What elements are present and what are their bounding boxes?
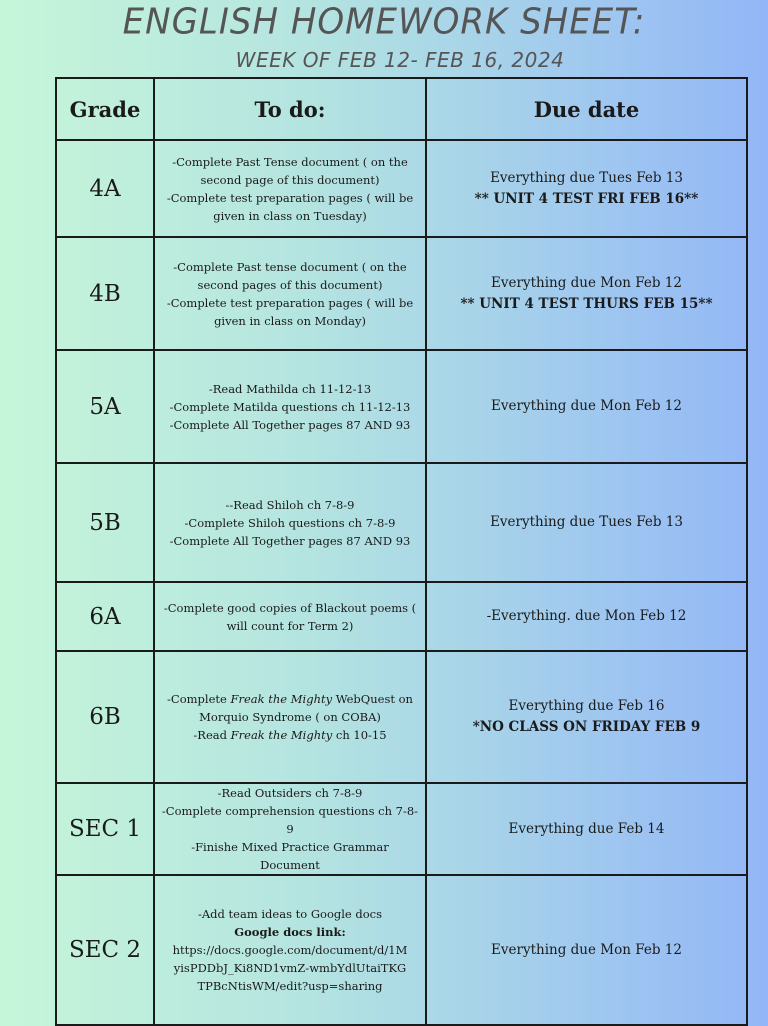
due-note: *NO CLASS ON FRIDAY FEB 9	[472, 719, 701, 735]
todo-text: -Read	[193, 728, 231, 742]
todo-line: -Add team ideas to Google docs	[197, 907, 383, 921]
grade-cell: SEC 2	[56, 875, 154, 1025]
grade-cell: 4B	[56, 237, 154, 350]
due-cell	[426, 875, 747, 1025]
todo-line	[161, 726, 419, 744]
table-row	[56, 582, 747, 651]
todo-cell	[154, 463, 426, 582]
grade-cell: 6B	[56, 651, 154, 783]
grade-cell: 5B	[56, 463, 154, 582]
todo-cell	[154, 783, 426, 875]
grade-cell: 5A	[56, 350, 154, 463]
due-text: -Everything. due Mon Feb 12	[486, 608, 687, 624]
due-cell	[426, 651, 747, 783]
page-title: ENGLISH HOMEWORK SHEET:	[122, 1, 646, 44]
todo-line: -Complete All Together pages 87 AND 93	[169, 417, 411, 432]
table-header-row	[56, 78, 747, 140]
due-text: Everything due Tues Feb 13	[490, 169, 683, 186]
due-text: Everything due Mon Feb 12	[491, 274, 682, 291]
todo-line: -Read Mathilda ch 11-12-13	[208, 381, 372, 396]
google-docs-link[interactable]: https://docs.google.com/document/d/1MyisPDDbJ_Ki8ND1vmZ-wmbYdlUtaiTKGTPBcNtisWM/edit?usp=sharing	[172, 943, 408, 993]
table-row	[56, 875, 747, 1025]
grade-cell: 6A	[56, 582, 154, 651]
due-note: ** UNIT 4 TEST THURS FEB 15**	[460, 295, 713, 312]
todo-line: -Complete good copies of Blackout poems ( will count for Term 2)	[163, 600, 417, 633]
todo-line: -Complete test preparation pages ( will be given in class on Monday)	[166, 295, 414, 328]
due-cell	[426, 463, 747, 582]
homework-table	[55, 77, 748, 1026]
table-row	[56, 651, 747, 783]
due-cell	[426, 140, 747, 237]
table-row	[56, 783, 747, 875]
book-title: Freak the Mighty	[230, 692, 333, 706]
grade-column-header: Grade	[56, 78, 154, 140]
todo-line: -Finishe Mixed Practice Grammar Document	[191, 840, 389, 872]
todo-line	[161, 690, 419, 726]
todo-cell	[154, 140, 426, 237]
todo-cell	[154, 651, 426, 783]
todo-line: -Complete Matilda questions ch 11-12-13	[169, 399, 411, 414]
due-column-header: Due date	[426, 78, 747, 140]
due-cell	[426, 237, 747, 350]
due-text: Everything due Mon Feb 12	[491, 941, 682, 958]
due-note: ** UNIT 4 TEST FRI FEB 16**	[474, 190, 699, 207]
grade-cell: SEC 1	[56, 783, 154, 875]
table-row	[56, 463, 747, 582]
todo-line: -Complete All Together pages 87 AND 93	[169, 533, 411, 548]
todo-cell	[154, 875, 426, 1025]
todo-line: -Complete Past Tense document ( on the second page of this document)	[172, 154, 408, 187]
todo-line: -Complete test preparation pages ( will be given in class on Tuesday)	[166, 190, 414, 223]
todo-line: -Complete Shiloh questions ch 7-8-9	[184, 515, 396, 530]
todo-line: -Read Outsiders ch 7-8-9	[217, 786, 363, 800]
due-cell	[426, 582, 747, 651]
todo-text: ch 10-15	[332, 728, 387, 742]
todo-line: -Complete Past tense document ( on the second pages of this document)	[173, 259, 407, 292]
table-row	[56, 350, 747, 463]
todo-cell	[154, 237, 426, 350]
link-label: Google docs link:	[234, 925, 346, 939]
todo-text: -Complete	[167, 692, 231, 706]
page-subtitle: WEEK OF FEB 12- FEB 16, 2024	[235, 48, 565, 72]
table-row	[56, 140, 747, 237]
due-text: Everything due Mon Feb 12	[491, 398, 682, 414]
todo-column-header: To do:	[154, 78, 426, 140]
grade-cell: 4A	[56, 140, 154, 237]
due-text: Everything due Tues Feb 13	[490, 514, 683, 530]
due-cell	[426, 783, 747, 875]
todo-cell	[154, 582, 426, 651]
todo-line: --Read Shiloh ch 7-8-9	[225, 497, 355, 512]
todo-line: -Complete comprehension questions ch 7-8-9	[161, 804, 419, 836]
due-text: Everything due Feb 14	[508, 820, 665, 837]
due-cell	[426, 350, 747, 463]
due-text: Everything due Feb 16	[508, 698, 665, 714]
todo-cell	[154, 350, 426, 463]
todo-text: WebQuest on Morquio Syndrome ( on COBA)	[199, 692, 413, 724]
book-title: Freak the Mighty	[230, 728, 333, 742]
table-row	[56, 237, 747, 350]
